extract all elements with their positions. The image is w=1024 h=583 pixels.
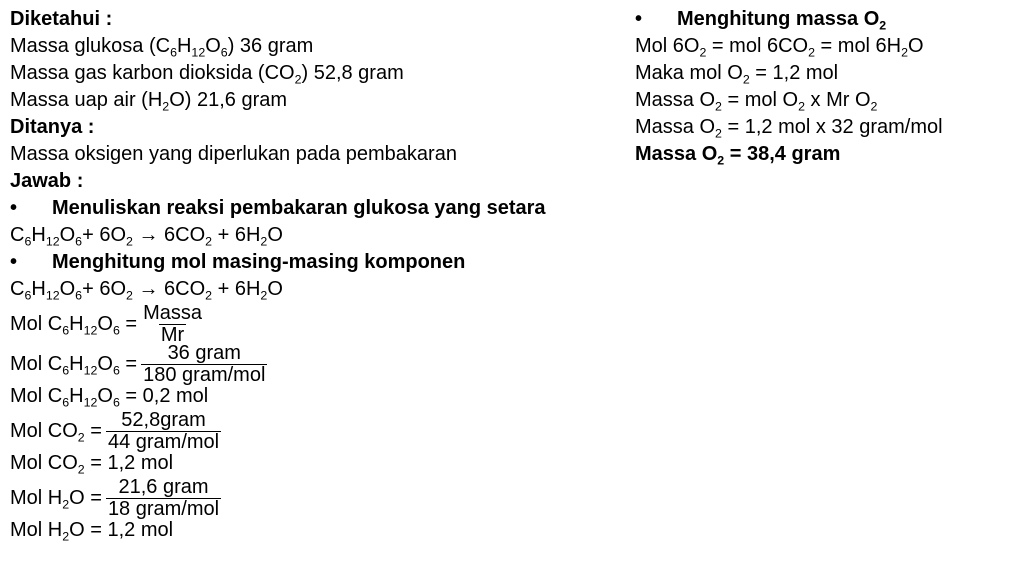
known-co2-mass: Massa gas karbon dioksida $(CO_2)$ 52,8 gram: [10, 62, 404, 87]
jawab-heading: Jawab :: [10, 170, 84, 192]
fraction: $\frac{\text{Massa}}{Mr}$: [143, 302, 203, 346]
mol-glucose-formula: Mol $C_6H_{12}O_6$ = $\frac{\text{Massa}}{Mr}$: [10, 302, 203, 346]
bullet-icon: •: [10, 197, 18, 219]
mol-co2-result: Mol $CO_2 = 1,2$ mol: [10, 452, 174, 477]
diketahui-heading: Diketahui :: [10, 8, 113, 30]
reaction-equation: $C_6H_{12}O_6+ 6O_2 \to 6CO_2 + 6H_2O$: [10, 224, 283, 249]
mol-h2o-result: Mol $H_2O = 1,2$ mol: [10, 519, 174, 544]
fraction: $\frac{\text{21,6 gram}}{\text{18 gram/mol}}$: [107, 476, 220, 520]
step3-heading: • Menghitung massa $O_2$: [635, 8, 887, 33]
known-h2o-mass: Massa uap air $(H_2O)$ 21,6 gram: [10, 89, 288, 114]
mol-o2-line: Maka mol $O_2 = 1,2$ mol: [635, 62, 839, 87]
bullet-icon: •: [635, 8, 643, 30]
mol-glucose-calc: Mol $C_6H_{12}O_6$ = $\frac{\text{36 gram}}{\text{180 gram/mol}}$: [10, 342, 266, 386]
mass-o2-formula: Massa $O_2$ = mol $O_2$ x Mr $O_2$: [635, 89, 878, 114]
reaction-equation-repeat: $C_6H_{12}O_6+ 6O_2 \to 6CO_2 + 6H_2O$: [10, 278, 283, 303]
ditanya-heading: Ditanya :: [10, 116, 95, 138]
mol-glucose-result: Mol $C_6H_{12}O_6 = 0,2$ mol: [10, 385, 209, 410]
known-glucose-mass: Massa glukosa $(C_6H_{12}O_6)$ 36 gram: [10, 35, 314, 60]
fraction: $\frac{\text{52,8gram}}{\text{44 gram/mol}}$: [107, 409, 220, 453]
left-column: [10, 6, 620, 544]
right-column: [635, 6, 1015, 168]
mass-o2-calc: Massa $O_2 = 1,2$ mol x 32 gram/mol: [635, 116, 943, 141]
question-text: Massa oksigen yang diperlukan pada pembakaran: [10, 143, 457, 165]
step2-heading: • Menghitung mol masing-masing komponen: [10, 249, 620, 276]
mol-ratio-line: Mol $6O_2$ = mol $6CO_2$ = mol $6H_2O$: [635, 35, 924, 60]
mass-o2-result: Massa $O_2 = 38,4$ gram: [635, 143, 841, 168]
mol-h2o-calc: Mol $H_2O$ = $\frac{\text{21,6 gram}}{\text{18 gram/mol}}$: [10, 476, 220, 520]
step1-heading: • Menuliskan reaksi pembakaran glukosa yang setara: [10, 195, 620, 222]
bullet-icon: •: [10, 251, 18, 273]
mol-co2-calc: Mol $CO_2$ = $\frac{\text{52,8gram}}{\text{44 gram/mol}}$: [10, 409, 220, 453]
fraction: $\frac{\text{36 gram}}{\text{180 gram/mol}}$: [143, 342, 266, 386]
